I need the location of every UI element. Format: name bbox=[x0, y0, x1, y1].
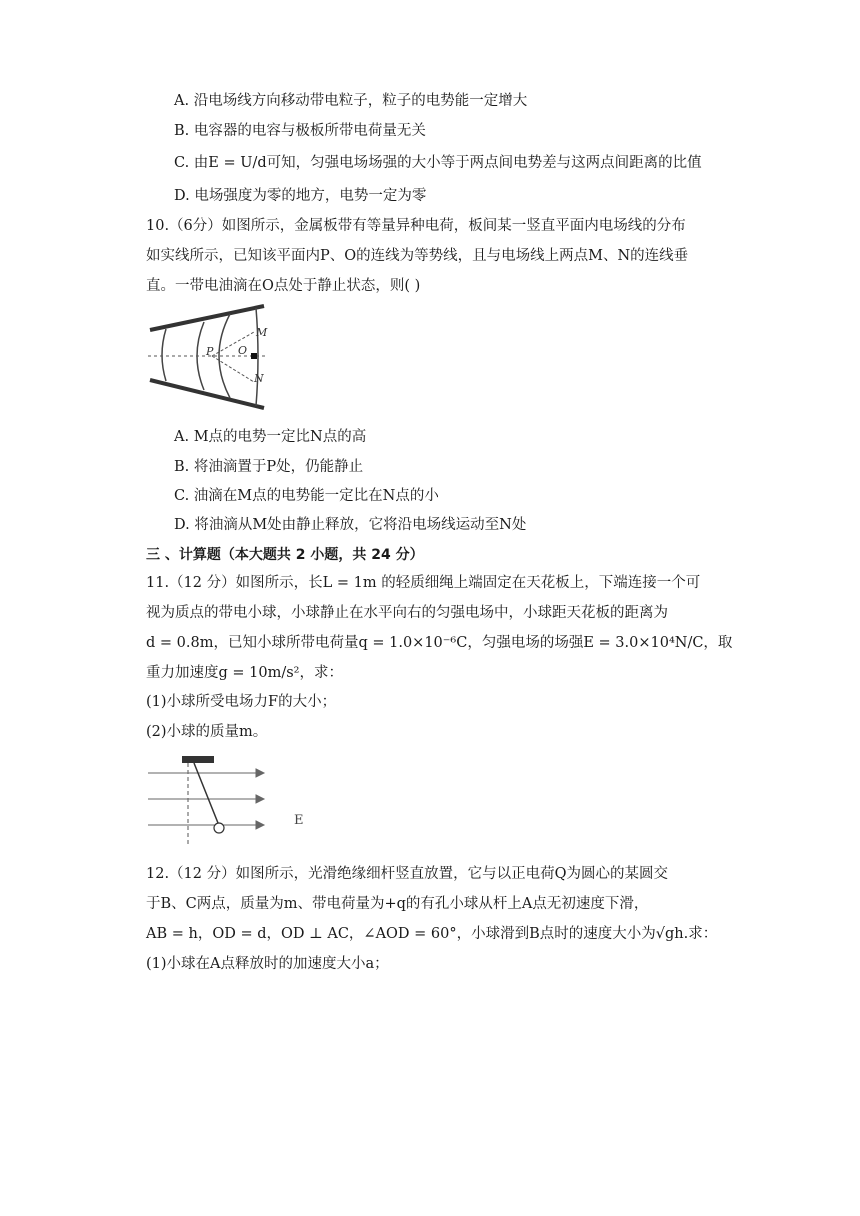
label-p: P bbox=[206, 345, 214, 358]
q11-part-1: (1)小球所受电场力F的大小； bbox=[146, 694, 337, 710]
dashed-line-pn bbox=[212, 356, 254, 382]
label-o: O bbox=[238, 344, 248, 357]
dashed-line-pm bbox=[212, 332, 254, 356]
q10-stem-line-1: 10.（6分）如图所示，金属板带有等量异种电荷，板间某一竖直平面内电场线的分布 bbox=[146, 218, 686, 234]
charged-ball bbox=[214, 823, 224, 833]
q12-stem-line-1: 12.（12 分）如图所示，光滑绝缘细杆竖直放置，它与以正电荷Q为圆心的某圆交 bbox=[146, 866, 669, 882]
q9-option-b: B. 电容器的电容与极板所带电荷量无关 bbox=[174, 123, 426, 139]
q11-stem-line-2: 视为质点的带电小球，小球静止在水平向右的匀强电场中，小球距天花板的距离为 bbox=[146, 605, 668, 621]
string bbox=[194, 763, 218, 823]
q9-option-d: D. 电场强度为零的地方，电势一定为零 bbox=[174, 188, 427, 204]
q10-field-figure bbox=[146, 304, 276, 416]
q10-stem-line-2: 如实线所示，已知该平面内P、O的连线为等势线，且与电场线上两点M、N的连线垂 bbox=[146, 248, 689, 264]
label-n: N bbox=[254, 372, 264, 385]
q10-option-a: A. M点的电势一定比N点的高 bbox=[174, 429, 367, 445]
ceiling-mount bbox=[182, 756, 214, 763]
q11-part-2: (2)小球的质量m。 bbox=[146, 724, 268, 740]
pendulum-diagram bbox=[146, 753, 326, 845]
q12-stem-line-3: AB = h，OD = d，OD ⊥ AC，∠AOD = 60°，小球滑到B点时的速度大小为√gh.求： bbox=[146, 926, 718, 942]
q9-option-a: A. 沿电场线方向移动带电粒子，粒子的电势能一定增大 bbox=[174, 93, 528, 109]
q11-pendulum-figure bbox=[146, 753, 326, 845]
field-arrows bbox=[148, 769, 264, 829]
q10-option-d: D. 将油滴从M处由静止释放，它将沿电场线运动至N处 bbox=[174, 517, 527, 533]
section-heading: 三 、计算题（本大题共 2 小题，共 24 分） bbox=[146, 547, 424, 563]
upper-plate bbox=[150, 306, 264, 330]
q10-option-b: B. 将油滴置于P处，仍能静止 bbox=[174, 459, 364, 475]
q11-stem-line-4: 重力加速度g = 10m/s²，求： bbox=[146, 665, 343, 681]
q11-stem-line-3: d = 0.8m，已知小球所带电荷量q = 1.0×10⁻⁶C，匀强电场的场强E = 3.0×10⁴N/C，取 bbox=[146, 635, 733, 651]
label-m: M bbox=[256, 326, 268, 339]
oil-drop bbox=[251, 353, 257, 359]
field-label-e: E bbox=[294, 813, 304, 828]
lower-plate bbox=[150, 380, 264, 408]
q11-stem-line-1: 11.（12 分）如图所示，长L = 1m 的轻质细绳上端固定在天花板上，下端连接一个可 bbox=[146, 575, 701, 591]
q9-option-c: C. 由E = U/d可知，匀强电场场强的大小等于两点间电势差与这两点间距离的比值 bbox=[174, 155, 702, 171]
q10-option-c: C. 油滴在M点的电势能一定比在N点的小 bbox=[174, 488, 439, 504]
q12-stem-line-2: 于B、C两点，质量为m、带电荷量为+q的有孔小球从杆上A点无初速度下滑， bbox=[146, 896, 649, 912]
q10-stem-line-3: 直。一带电油滴在O点处于静止状态，则( ) bbox=[146, 278, 421, 294]
field-line bbox=[162, 329, 166, 381]
field-lines-diagram bbox=[146, 304, 276, 416]
q12-part-1: (1)小球在A点释放时的加速度大小a； bbox=[146, 956, 389, 972]
